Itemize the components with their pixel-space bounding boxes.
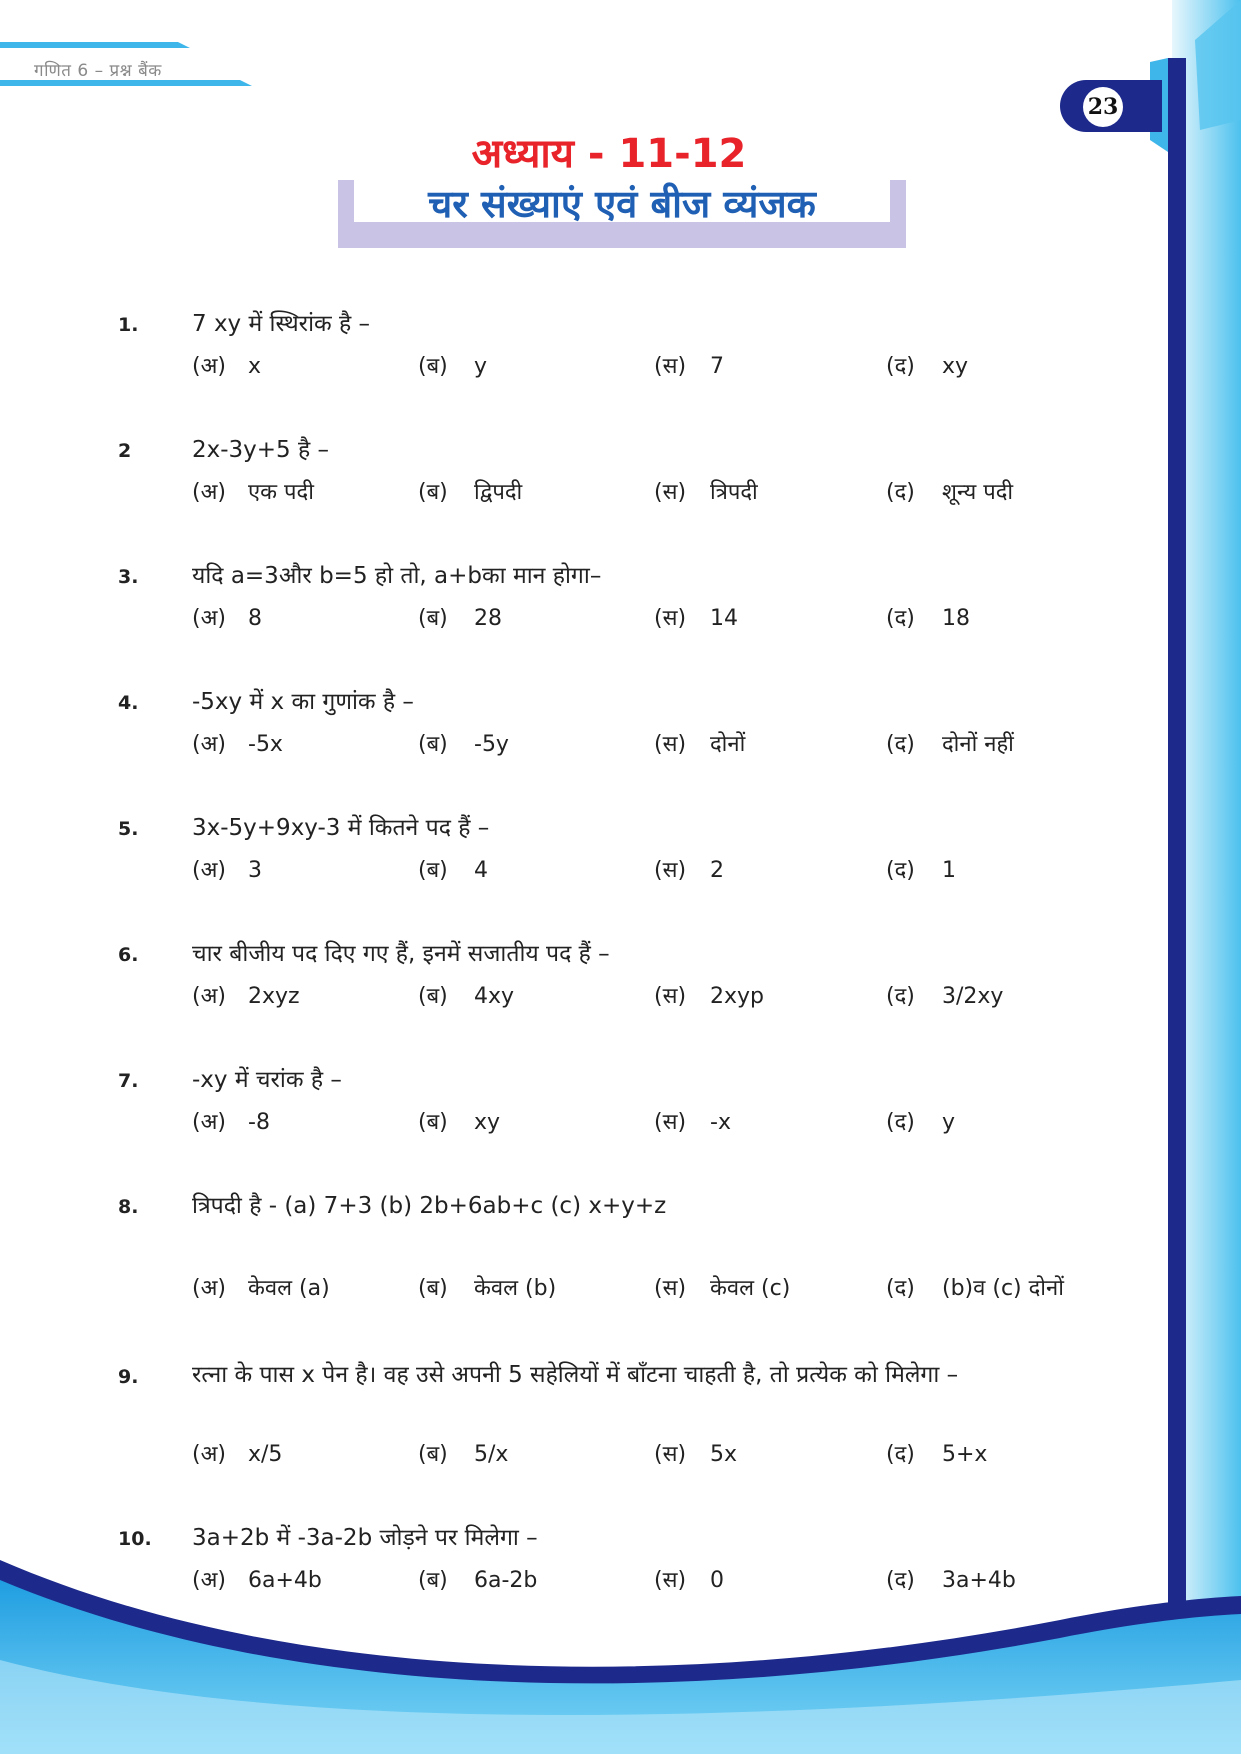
- option-c: [654, 1438, 737, 1468]
- option-a: [192, 476, 314, 506]
- question-number: 6.: [118, 944, 139, 966]
- option-text: केवल (c): [710, 1276, 791, 1301]
- option-c: [654, 1564, 724, 1594]
- option-text: -5y: [474, 732, 509, 757]
- option-label: (स): [654, 732, 687, 757]
- option-text: x: [248, 354, 262, 379]
- option-b: [418, 602, 502, 632]
- option-text: y: [942, 1110, 956, 1135]
- option-text: (b)व (c) दोनों: [942, 1276, 1064, 1301]
- option-label: (ब): [418, 1442, 448, 1467]
- option-text: 28: [474, 606, 502, 631]
- option-label: (अ): [192, 480, 226, 505]
- option-label: (ब): [418, 732, 448, 757]
- option-d: [886, 350, 968, 380]
- option-b: [418, 1106, 500, 1136]
- option-label: (अ): [192, 732, 226, 757]
- book-title: गणित 6 – प्रश्न बैंक: [34, 61, 162, 81]
- option-b: [418, 728, 509, 758]
- option-label: (स): [654, 480, 687, 505]
- option-d: [886, 1272, 1064, 1302]
- option-label: (द): [886, 984, 915, 1009]
- option-a: [192, 854, 262, 884]
- option-c: [654, 476, 758, 506]
- question-number: 9.: [118, 1366, 139, 1388]
- option-text: 2xyz: [248, 984, 300, 1009]
- option-label: (द): [886, 732, 915, 757]
- option-c: [654, 1106, 731, 1136]
- option-text: 14: [710, 606, 738, 631]
- option-a: [192, 1438, 282, 1468]
- option-label: (ब): [418, 480, 448, 505]
- option-label: (ब): [418, 354, 448, 379]
- option-label: (ब): [418, 1276, 448, 1301]
- option-text: 3: [248, 858, 262, 883]
- option-text: 8: [248, 606, 262, 631]
- option-label: (द): [886, 1110, 915, 1135]
- option-label: (द): [886, 1442, 915, 1467]
- option-b: [418, 476, 522, 506]
- question-text: 2x-3y+5 है –: [192, 437, 330, 463]
- option-label: (द): [886, 354, 915, 379]
- option-label: (द): [886, 606, 915, 631]
- option-b: [418, 350, 487, 380]
- option-text: 0: [710, 1568, 724, 1593]
- option-text: 5+x: [942, 1442, 988, 1467]
- option-text: 6a-2b: [474, 1568, 538, 1593]
- option-label: (द): [886, 1276, 915, 1301]
- option-label: (स): [654, 984, 687, 1009]
- option-text: y: [474, 354, 488, 379]
- question-number: 2: [118, 440, 132, 462]
- option-text: द्विपदी: [474, 480, 523, 505]
- option-a: [192, 1106, 270, 1136]
- chapter-title: चर संख्याएं एवं बीज व्यंजक: [428, 182, 816, 226]
- option-label: (अ): [192, 354, 226, 379]
- question-text: रत्ना के पास x पेन है। वह उसे अपनी 5 सहेलियों में बाँटना चाहती है, तो प्रत्येक को मिलेगा –: [192, 1362, 959, 1388]
- option-a: [192, 350, 261, 380]
- option-label: (अ): [192, 1110, 226, 1135]
- option-label: (अ): [192, 858, 226, 883]
- option-d: [886, 602, 970, 632]
- option-a: [192, 980, 300, 1010]
- option-c: [654, 980, 764, 1010]
- option-text: xy: [474, 1110, 501, 1135]
- option-text: केवल (b): [474, 1276, 557, 1301]
- question-number: 10.: [118, 1528, 152, 1550]
- option-b: [418, 980, 514, 1010]
- question-number: 7.: [118, 1070, 139, 1092]
- option-text: 1: [942, 858, 956, 883]
- question-number: 3.: [118, 566, 139, 588]
- option-text: 3a+4b: [942, 1568, 1016, 1593]
- option-label: (द): [886, 858, 915, 883]
- option-label: (स): [654, 606, 687, 631]
- option-c: [654, 728, 745, 758]
- option-text: xy: [942, 354, 969, 379]
- question-text: चार बीजीय पद दिए गए हैं, इनमें सजातीय पद हैं –: [192, 941, 610, 967]
- question-text: यदि a=3और b=5 हो तो, a+bका मान होगा–: [192, 563, 602, 589]
- option-b: [418, 1438, 508, 1468]
- option-b: [418, 1272, 556, 1302]
- option-label: (अ): [192, 1442, 226, 1467]
- question-text: -5xy में x का गुणांक है –: [192, 689, 414, 715]
- option-c: [654, 1272, 790, 1302]
- option-text: 18: [942, 606, 970, 631]
- option-label: (स): [654, 1568, 687, 1593]
- page-number: 23: [1083, 87, 1123, 127]
- question-text: 3x-5y+9xy-3 में कितने पद हैं –: [192, 815, 490, 841]
- option-text: 2: [710, 858, 724, 883]
- option-text: -8: [248, 1110, 270, 1135]
- question-number: 4.: [118, 692, 139, 714]
- option-d: [886, 854, 956, 884]
- option-text: 7: [710, 354, 724, 379]
- option-text: 2xyp: [710, 984, 765, 1009]
- option-text: 5x: [710, 1442, 738, 1467]
- question-text: -xy में चरांक है –: [192, 1067, 342, 1093]
- option-label: (द): [886, 1568, 915, 1593]
- option-d: [886, 728, 1014, 758]
- question-text: 7 xy में स्थिरांक है –: [192, 311, 371, 337]
- option-text: -5x: [248, 732, 283, 757]
- option-a: [192, 1564, 322, 1594]
- option-text: शून्य पदी: [942, 480, 1014, 505]
- option-label: (अ): [192, 1276, 226, 1301]
- question-number: 1.: [118, 314, 139, 336]
- option-d: [886, 980, 1003, 1010]
- option-label: (स): [654, 1442, 687, 1467]
- option-label: (अ): [192, 1568, 226, 1593]
- option-text: दोनों नहीं: [942, 732, 1014, 757]
- option-text: x/5: [248, 1442, 283, 1467]
- option-label: (अ): [192, 606, 226, 631]
- option-label: (स): [654, 858, 687, 883]
- option-text: केवल (a): [248, 1276, 330, 1301]
- option-c: [654, 350, 724, 380]
- option-label: (स): [654, 1110, 687, 1135]
- option-c: [654, 602, 738, 632]
- option-label: (ब): [418, 858, 448, 883]
- option-text: 4: [474, 858, 488, 883]
- option-text: -x: [710, 1110, 731, 1135]
- option-text: 5/x: [474, 1442, 509, 1467]
- option-b: [418, 854, 488, 884]
- option-c: [654, 854, 724, 884]
- question-number: 5.: [118, 818, 139, 840]
- option-label: (ब): [418, 1568, 448, 1593]
- option-text: एक पदी: [248, 480, 314, 505]
- option-text: 3/2xy: [942, 984, 1004, 1009]
- option-text: 6a+4b: [248, 1568, 322, 1593]
- option-text: 4xy: [474, 984, 515, 1009]
- option-d: [886, 1438, 987, 1468]
- option-a: [192, 728, 283, 758]
- option-text: दोनों: [710, 732, 746, 757]
- option-label: (स): [654, 1276, 687, 1301]
- question-text: त्रिपदी है - (a) 7+3 (b) 2b+6ab+c (c) x+y+z: [192, 1193, 667, 1219]
- option-a: [192, 1272, 330, 1302]
- option-label: (ब): [418, 1110, 448, 1135]
- option-d: [886, 1564, 1016, 1594]
- option-label: (द): [886, 480, 915, 505]
- option-b: [418, 1564, 537, 1594]
- chapter-number: अध्याय - 11-12: [471, 131, 747, 177]
- option-d: [886, 1106, 955, 1136]
- option-d: [886, 476, 1013, 506]
- option-label: (ब): [418, 984, 448, 1009]
- question-text: 3a+2b में -3a-2b जोड़ने पर मिलेगा –: [192, 1525, 538, 1551]
- option-label: (अ): [192, 984, 226, 1009]
- option-label: (ब): [418, 606, 448, 631]
- option-a: [192, 602, 262, 632]
- option-label: (स): [654, 354, 687, 379]
- question-number: 8.: [118, 1196, 139, 1218]
- option-text: त्रिपदी: [710, 480, 758, 505]
